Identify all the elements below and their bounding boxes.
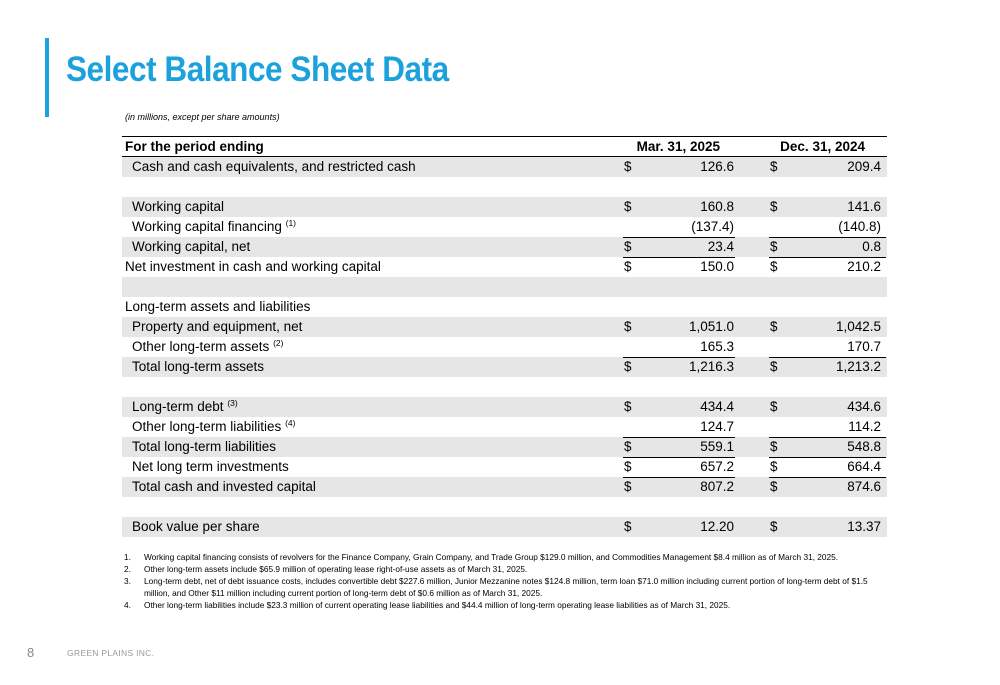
currency-sign: $ xyxy=(624,319,632,334)
value-mar-2025: 657.2 xyxy=(700,459,734,474)
value-dec-2024: (140.8) xyxy=(838,219,881,234)
row-label: Net investment in cash and working capital xyxy=(125,259,381,274)
row-label: Book value per share xyxy=(132,519,260,534)
currency-sign: $ xyxy=(624,459,632,474)
table-row xyxy=(122,517,887,537)
units-note: (in millions, except per share amounts) xyxy=(125,112,280,122)
value-dec-2024: 210.2 xyxy=(847,259,881,274)
value-mar-2025: 124.7 xyxy=(700,419,734,434)
value-dec-2024: 209.4 xyxy=(847,159,881,174)
footnote-ref: (2) xyxy=(273,338,284,348)
currency-sign: $ xyxy=(624,519,632,534)
row-label: Working capital xyxy=(132,199,225,214)
value-mar-2025: 160.8 xyxy=(700,199,734,214)
table-row xyxy=(122,417,887,437)
spacer-row xyxy=(122,277,887,297)
footnotes-list xyxy=(124,551,894,611)
row-label: Long-term debt $^{(3)}$ xyxy=(132,398,238,414)
currency-sign: $ xyxy=(770,259,778,274)
table-row xyxy=(122,337,887,357)
spacer-row xyxy=(122,377,887,397)
company-name: GREEN PLAINS INC. xyxy=(67,648,155,658)
currency-sign: $ xyxy=(770,459,778,474)
header-col-dec-2024: Dec. 31, 2024 xyxy=(780,139,865,154)
footnote-text: Working capital financing consists of revolvers for the Finance Company, Grain Company, and Trade Group $129.0 million, and Commodities Management $8.4 million as of March 31, 2025. xyxy=(144,552,839,562)
table-row xyxy=(122,217,887,237)
footnote-text: Other long-term liabilities include $23.3 million of current operating lease liabilities and $44.4 million of long-term operating lease liabilities as of March 31, 2025. xyxy=(144,600,731,610)
value-dec-2024: 434.6 xyxy=(847,399,881,414)
table-row xyxy=(122,457,887,477)
row-label: Working capital financing $^{(1)}$ xyxy=(132,218,296,234)
value-dec-2024: 874.6 xyxy=(847,479,881,494)
currency-sign: $ xyxy=(770,159,778,174)
row-label: Net long term investments xyxy=(132,459,289,474)
currency-sign: $ xyxy=(624,399,632,414)
value-dec-2024: 0.8 xyxy=(862,239,881,254)
row-label: Cash and cash equivalents, and restricted cash xyxy=(132,159,416,174)
footnote-ref: (3) xyxy=(227,398,238,408)
row-label: Other long-term liabilities $^{(4)}$ xyxy=(132,418,296,434)
header-col-mar-2025: Mar. 31, 2025 xyxy=(636,139,720,154)
currency-sign: $ xyxy=(770,239,778,254)
currency-sign: $ xyxy=(770,439,778,454)
value-dec-2024: 664.4 xyxy=(847,459,881,474)
value-dec-2024: 13.37 xyxy=(847,519,881,534)
value-dec-2024: 170.7 xyxy=(847,339,881,354)
currency-sign: $ xyxy=(770,359,778,374)
footnote xyxy=(124,551,894,563)
currency-sign: $ xyxy=(770,519,778,534)
page-title: Select Balance Sheet Data xyxy=(66,50,449,89)
table-row xyxy=(122,357,887,377)
currency-sign: $ xyxy=(770,479,778,494)
table-row xyxy=(122,437,887,457)
footnote-number: 2. xyxy=(124,564,131,574)
footnote-number: 1. xyxy=(124,552,131,562)
value-dec-2024: 141.6 xyxy=(847,199,881,214)
balance-sheet-table xyxy=(122,136,887,537)
title-accent-bar xyxy=(45,38,49,117)
footnote-ref: (4) xyxy=(285,418,296,428)
currency-sign: $ xyxy=(770,199,778,214)
footnote xyxy=(124,599,894,611)
currency-sign: $ xyxy=(624,239,632,254)
currency-sign: $ xyxy=(770,399,778,414)
value-mar-2025: (137.4) xyxy=(691,219,734,234)
footnote-ref: (1) xyxy=(285,218,296,228)
row-label: Property and equipment, net xyxy=(132,319,303,334)
value-mar-2025: 559.1 xyxy=(700,439,734,454)
row-label: Total cash and invested capital xyxy=(132,479,316,494)
section-heading-row xyxy=(122,297,887,317)
row-label: Other long-term assets $^{(2)}$ xyxy=(132,338,284,354)
currency-sign: $ xyxy=(624,159,632,174)
row-label: Total long-term liabilities xyxy=(132,439,277,454)
value-mar-2025: 165.3 xyxy=(700,339,734,354)
footnote-number: 4. xyxy=(124,600,131,610)
footnote-number: 3. xyxy=(124,576,131,586)
footnote xyxy=(124,575,894,599)
row-label: Working capital, net xyxy=(132,239,251,254)
footnote-text: Other long-term assets include $65.9 million of operating lease right-of-use assets as of March 31, 2025. xyxy=(144,564,528,574)
value-dec-2024: 114.2 xyxy=(848,419,881,434)
value-mar-2025: 1,216.3 xyxy=(688,359,734,374)
table-row xyxy=(122,317,887,337)
spacer-row xyxy=(122,177,887,197)
value-dec-2024: 1,213.2 xyxy=(835,359,881,374)
table-row xyxy=(122,197,887,217)
value-dec-2024: 1,042.5 xyxy=(835,319,881,334)
spacer-row xyxy=(122,497,887,517)
value-mar-2025: 150.0 xyxy=(700,259,734,274)
currency-sign: $ xyxy=(624,439,632,454)
value-mar-2025: 807.2 xyxy=(700,479,734,494)
currency-sign: $ xyxy=(624,199,632,214)
currency-sign: $ xyxy=(624,259,632,274)
row-label: Total long-term assets xyxy=(132,359,265,374)
currency-sign: $ xyxy=(624,479,632,494)
table-row xyxy=(122,257,887,277)
value-mar-2025: 1,051.0 xyxy=(688,319,734,334)
footnote xyxy=(124,563,894,575)
value-mar-2025: 23.4 xyxy=(707,239,734,254)
footnote-text: Long-term debt, net of debt issuance costs, includes convertible debt $227.6 million, Junior Mezzanine notes $124.8 million, term loan $71.0 million including current portion of long-term debt of $1.5 million, and Other $11 million including current portion of long-term debt of $0.6 million as of March 31, 2025. xyxy=(144,576,868,598)
table-row xyxy=(122,157,887,177)
value-mar-2025: 12.20 xyxy=(700,519,734,534)
value-mar-2025: 434.4 xyxy=(700,399,734,414)
value-dec-2024: 548.8 xyxy=(847,439,881,454)
currency-sign: $ xyxy=(770,319,778,334)
currency-sign: $ xyxy=(624,359,632,374)
table-row xyxy=(122,237,887,257)
table-row xyxy=(122,397,887,417)
header-label: For the period ending xyxy=(125,139,264,154)
section-heading: Long-term assets and liabilities xyxy=(125,299,311,314)
value-mar-2025: 126.6 xyxy=(700,159,734,174)
page-number: 8 xyxy=(27,645,35,660)
table-row xyxy=(122,477,887,497)
table-header xyxy=(122,136,887,157)
